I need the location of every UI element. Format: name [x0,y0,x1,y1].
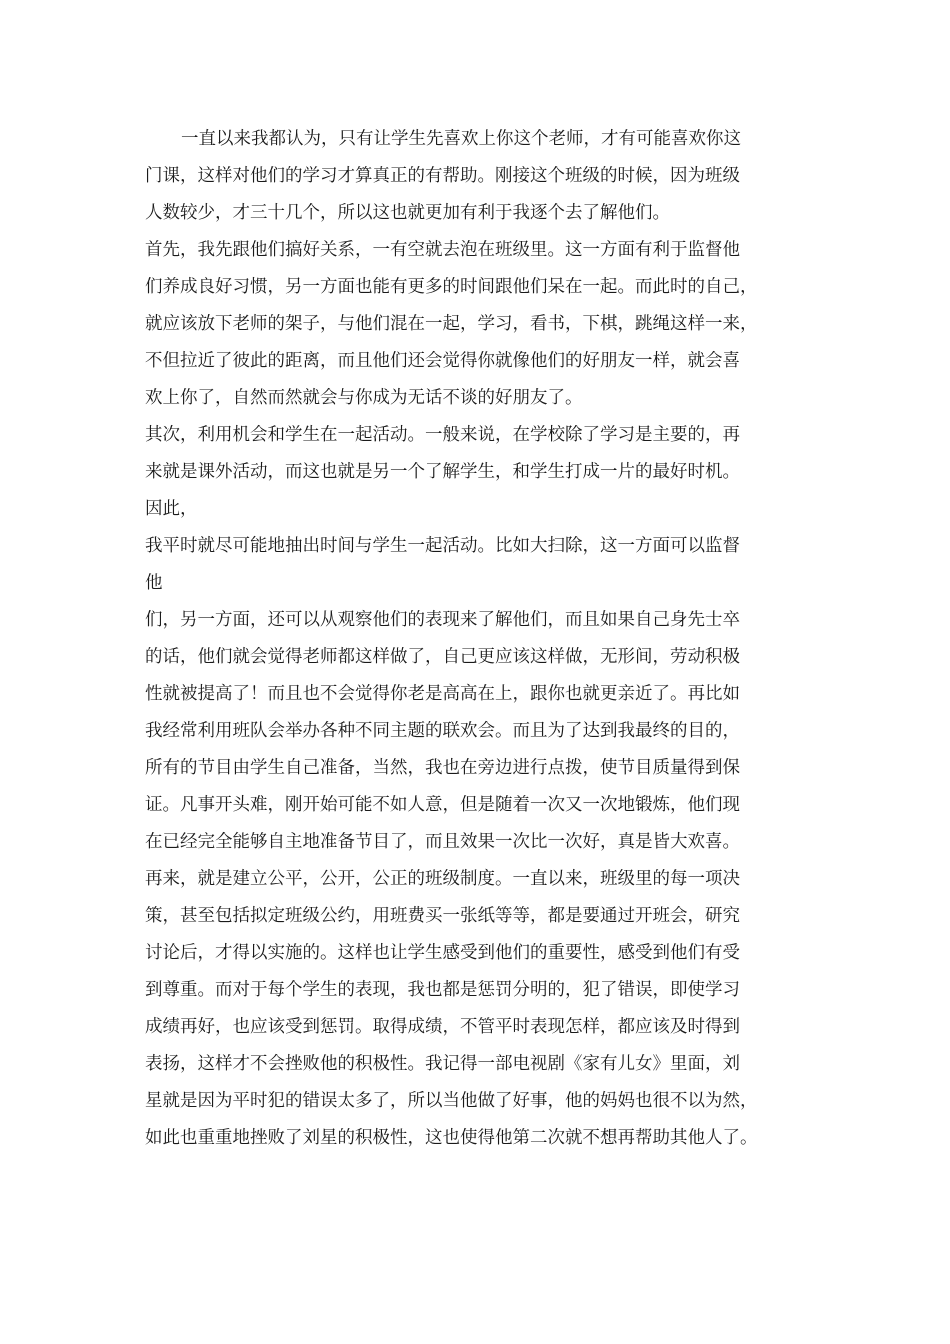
text-line: 表扬，这样才不会挫败他的积极性。我记得一部电视剧《家有儿女》里面，刘 [145,1054,740,1074]
text-line: 我平时就尽可能地抽出时间与学生一起活动。比如大扫除，这一方面可以监督 [145,536,740,556]
text-line: 到尊重。而对于每个学生的表现，我也都是惩罚分明的，犯了错误，即使学习 [145,980,740,1000]
text-line: 策，甚至包括拟定班级公约，用班费买一张纸等等，都是要通过开班会，研究 [145,906,740,926]
text-line: 门课，这样对他们的学习才算真正的有帮助。刚接这个班级的时候，因为班级 [145,166,740,186]
text-line: 们，另一方面，还可以从观察他们的表现来了解他们，而且如果自己身先士卒 [145,610,740,630]
text-line: 不但拉近了彼此的距离，而且他们还会觉得你就像他们的好朋友一样，就会喜 [145,351,740,371]
text-line: 性就被提高了！而且也不会觉得你老是高高在上，跟你也就更亲近了。再比如 [145,684,740,704]
text-line: 讨论后，才得以实施的。这样也让学生感受到他们的重要性，感受到他们有受 [145,943,740,963]
text-line: 来就是课外活动，而这也就是另一个了解学生，和学生打成一片的最好时机。 [145,462,740,482]
text-line: 我经常利用班队会举办各种不同主题的联欢会。而且为了达到我最终的目的， [145,721,740,741]
text-line: 因此， [145,499,198,519]
text-line: 在已经完全能够自主地准备节目了，而且效果一次比一次好，真是皆大欢喜。 [145,832,740,852]
text-line: 人数较少，才三十几个，所以这也就更加有利于我逐个去了解他们。 [145,203,670,223]
text-line: 所有的节目由学生自己准备，当然，我也在旁边进行点拨，使节目质量得到保 [145,758,740,778]
text-line: 一直以来我都认为，只有让学生先喜欢上你这个老师，才有可能喜欢你这 [181,129,741,149]
text-line: 的话，他们就会觉得老师都这样做了，自己更应该这样做，无形间，劳动积极 [145,647,740,667]
body-text [145,121,810,1157]
text-line: 成绩再好，也应该受到惩罚。取得成绩，不管平时表现怎样，都应该及时得到 [145,1017,740,1037]
text-line: 如此也重重地挫败了刘星的积极性，这也使得他第二次就不想再帮助其他人了。 [145,1128,758,1148]
text-line: 其次，利用机会和学生在一起活动。一般来说，在学校除了学习是主要的，再 [145,425,740,445]
text-line: 他 [145,573,163,593]
text-line: 们养成良好习惯，另一方面也能有更多的时间跟他们呆在一起。而此时的自己， [145,277,758,297]
text-line: 首先，我先跟他们搞好关系，一有空就去泡在班级里。这一方面有利于监督他 [145,240,740,260]
text-line: 欢上你了，自然而然就会与你成为无话不谈的好朋友了。 [145,388,583,408]
text-line: 证。凡事开头难，刚开始可能不如人意，但是随着一次又一次地锻炼，他们现 [145,795,740,815]
text-line: 星就是因为平时犯的错误太多了，所以当他做了好事，他的妈妈也很不以为然， [145,1091,758,1111]
text-line: 再来，就是建立公平，公开，公正的班级制度。一直以来，班级里的每一项决 [145,869,740,889]
text-line: 就应该放下老师的架子，与他们混在一起，学习，看书，下棋，跳绳这样一来， [145,314,758,334]
